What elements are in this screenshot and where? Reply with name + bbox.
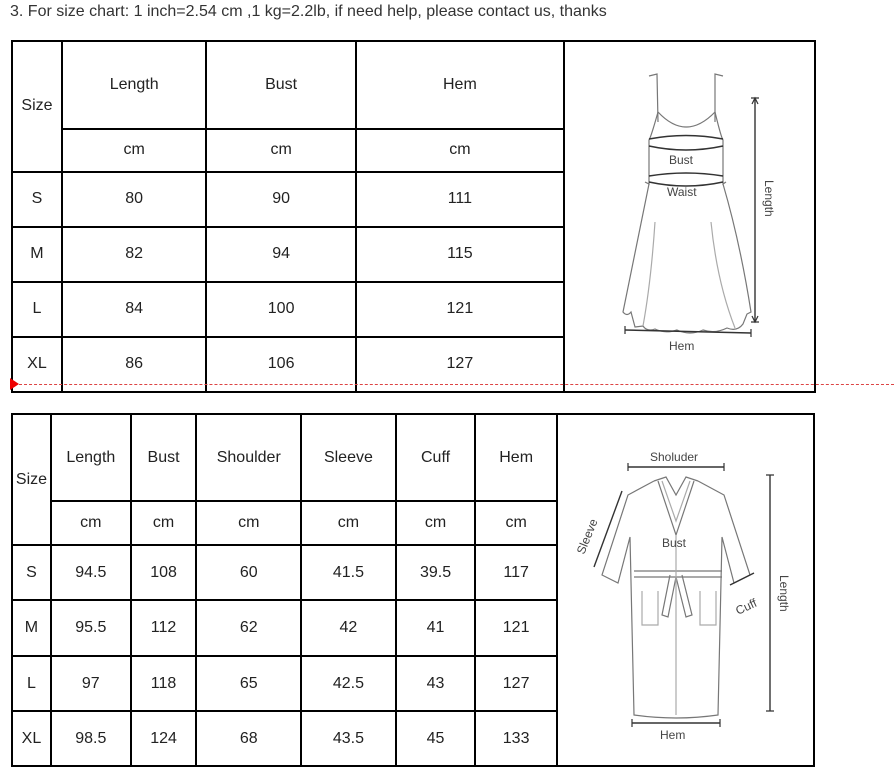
bust-cell: 94 [206,227,355,282]
size-header: Size [12,41,62,172]
hem-cell: 121 [356,282,564,337]
hem-cell: 121 [475,600,557,656]
size-cell: XL [12,337,62,392]
shoulder-cell: 60 [196,545,301,600]
length-cell: 80 [62,172,207,227]
unit-cell: cm [62,129,207,172]
sleeve-label: Sleeve [573,516,601,557]
waist-label: Waist [666,185,697,199]
size-cell: XL [12,711,51,766]
unit-cell: cm [196,501,301,545]
shoulder-cell: 68 [196,711,301,766]
hem-label: Hem [659,728,686,742]
bust-header: Bust [131,414,197,501]
cuff-cell: 39.5 [396,545,476,600]
length-cell: 82 [62,227,207,282]
length-cell: 94.5 [51,545,131,600]
hem-header: Hem [475,414,557,501]
sleeve-header: Sleeve [301,414,396,501]
length-label: Length [776,575,791,612]
size-header: Size [12,414,51,545]
size-cell: L [12,282,62,337]
bust-label: Bust [661,536,686,550]
bust-label: Bust [668,153,693,167]
bust-cell: 108 [131,545,197,600]
robe-size-table [11,413,815,767]
length-cell: 95.5 [51,600,131,656]
section-divider [14,384,894,385]
hem-cell: 133 [475,711,557,766]
hem-cell: 127 [475,656,557,711]
bust-cell: 90 [206,172,355,227]
shoulder-header: Shoulder [196,414,301,501]
bust-cell: 100 [206,282,355,337]
bust-cell: 118 [131,656,197,711]
unit-cell: cm [131,501,197,545]
unit-cell: cm [301,501,396,545]
bust-cell: 124 [131,711,197,766]
shoulder-cell: 65 [196,656,301,711]
dress-diagram [564,41,815,392]
hem-label: Hem [668,339,695,353]
dress-illustration [565,42,814,386]
hem-cell: 127 [356,337,564,392]
robe-illustration [558,415,813,760]
unit-cell: cm [396,501,476,545]
unit-cell: cm [475,501,557,545]
shoulder-label: Sholuder [649,450,699,464]
hem-cell: 115 [356,227,564,282]
size-cell: M [12,227,62,282]
cuff-label: Cuff [733,595,759,618]
size-cell: M [12,600,51,656]
hem-cell: 111 [356,172,564,227]
length-cell: 84 [62,282,207,337]
hem-cell: 117 [475,545,557,600]
intro-text: 3. For size chart: 1 inch=2.54 cm ,1 kg=2.2lb, if need help, please contact us, thanks [10,3,607,20]
unit-cell: cm [51,501,131,545]
bust-header: Bust [206,41,355,129]
bust-cell: 112 [131,600,197,656]
size-cell: S [12,545,51,600]
length-cell: 97 [51,656,131,711]
length-label: Length [761,180,776,217]
bust-cell: 106 [206,337,355,392]
cuff-cell: 43 [396,656,476,711]
length-cell: 86 [62,337,207,392]
length-header: Length [62,41,207,129]
sleeve-cell: 41.5 [301,545,396,600]
red-arrow-marker [10,378,19,390]
unit-cell: cm [206,129,355,172]
shoulder-cell: 62 [196,600,301,656]
sleeve-cell: 42 [301,600,396,656]
cuff-cell: 41 [396,600,476,656]
unit-cell: cm [356,129,564,172]
size-cell: L [12,656,51,711]
sleeve-cell: 42.5 [301,656,396,711]
length-cell: 98.5 [51,711,131,766]
sleeve-cell: 43.5 [301,711,396,766]
cuff-header: Cuff [396,414,476,501]
length-header: Length [51,414,131,501]
cuff-cell: 45 [396,711,476,766]
hem-header: Hem [356,41,564,129]
dress-size-table [11,40,816,393]
robe-diagram [557,414,814,766]
size-cell: S [12,172,62,227]
